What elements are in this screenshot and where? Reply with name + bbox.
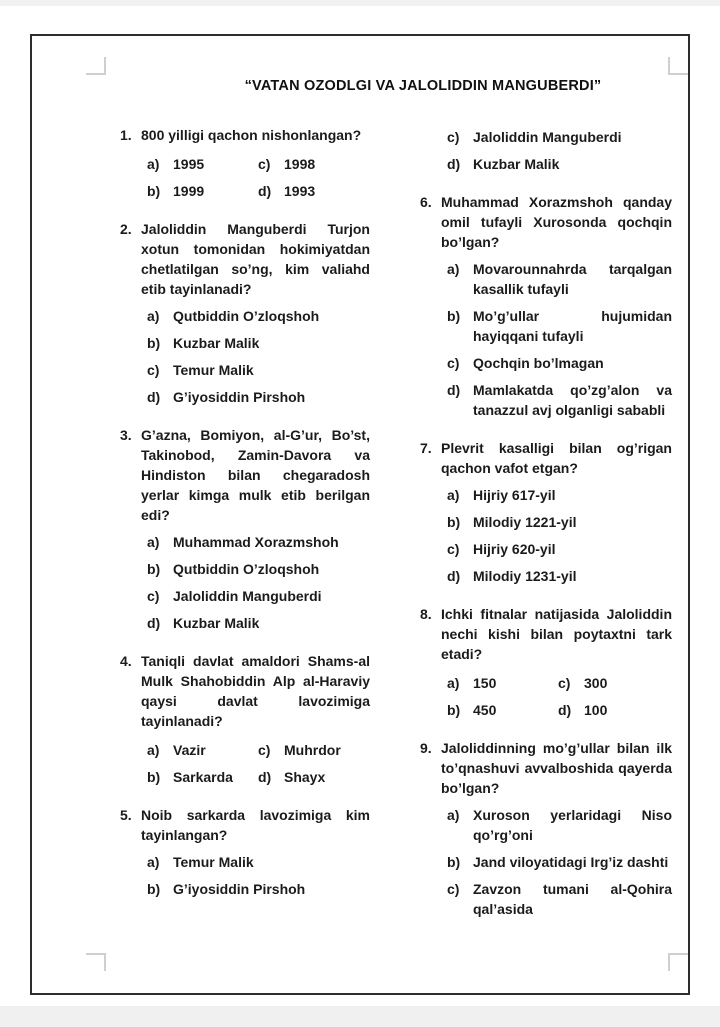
option-text: Qochqin bo’lmagan <box>473 355 604 371</box>
option-label: a) <box>147 308 160 324</box>
option-label: b) <box>147 769 161 785</box>
option <box>258 767 370 787</box>
question-5-continued <box>420 127 672 174</box>
option-label: d) <box>447 568 461 584</box>
option-label: a) <box>447 807 460 823</box>
option-text: Hijriy 617-yil <box>473 487 556 503</box>
option <box>558 673 672 693</box>
question-number: 3. <box>120 427 132 443</box>
option <box>447 306 672 346</box>
question-number: 1. <box>120 127 132 143</box>
document-page <box>30 34 690 995</box>
option-label: b) <box>147 561 161 577</box>
option <box>147 333 370 353</box>
options-list <box>447 127 672 174</box>
option-text: Milodiy 1231-yil <box>473 568 577 584</box>
options-grid <box>447 666 672 720</box>
options-list <box>447 259 672 420</box>
option-text: Qutbiddin O’zloqshoh <box>173 561 320 577</box>
option-label: c) <box>258 156 271 172</box>
option <box>447 700 558 720</box>
option-text: Muhammad Xorazmshoh <box>173 534 339 550</box>
question-4 <box>120 651 370 787</box>
option <box>447 673 558 693</box>
option <box>258 154 370 174</box>
option <box>147 154 258 174</box>
option-text: Milodiy 1221-yil <box>473 514 577 530</box>
option-label: b) <box>147 881 161 897</box>
option <box>447 259 672 299</box>
option-text: Temur Malik <box>173 362 254 378</box>
option <box>447 512 672 532</box>
option <box>447 380 672 420</box>
option <box>558 700 672 720</box>
question-number: 7. <box>420 440 432 456</box>
option-text: Shayx <box>284 769 326 785</box>
option <box>147 387 370 407</box>
option <box>147 360 370 380</box>
option-label: a) <box>447 675 460 691</box>
option-text: Vazir <box>173 742 206 758</box>
options-list <box>447 485 672 586</box>
question-9 <box>420 738 672 919</box>
question-text: Jaloliddinning mo’g’ullar bilan ilk to’qnashuvi avvalboshida qayerda bo’lgan? <box>441 740 672 796</box>
question-text: Taniqli davlat amaldori Shams-al Mulk Shahobiddin Alp al-Haraviy qaysi davlat lavozimiga tayinlanadi? <box>141 653 370 729</box>
left-column <box>120 125 370 937</box>
question-number: 2. <box>120 221 132 237</box>
right-column <box>420 125 672 937</box>
page-content <box>32 36 688 937</box>
option-label: a) <box>147 156 160 172</box>
question-number: 4. <box>120 653 132 669</box>
question-text: Ichki fitnalar natijasida Jaloliddin nechi kishi bilan poytaxtni tark etadi? <box>441 606 672 662</box>
option-text: Kuzbar Malik <box>473 156 560 172</box>
option-text: 1993 <box>284 183 316 199</box>
option <box>447 805 672 845</box>
option-text: 1999 <box>173 183 205 199</box>
option-text: G’iyosiddin Pirshoh <box>173 881 306 897</box>
question-number: 9. <box>420 740 432 756</box>
question-number: 6. <box>420 194 432 210</box>
option-label: b) <box>147 183 161 199</box>
option <box>447 485 672 505</box>
option-label: c) <box>447 541 460 557</box>
option-label: d) <box>558 702 572 718</box>
question-text: Plevrit kasalligi bilan og’rigan qachon vafot etgan? <box>441 440 672 476</box>
options-grid <box>147 733 370 787</box>
option <box>447 539 672 559</box>
option-text: Muhrdor <box>284 742 341 758</box>
option-label: c) <box>147 588 160 604</box>
question-6 <box>420 192 672 420</box>
question-5 <box>120 805 370 899</box>
question-7 <box>420 438 672 586</box>
option-label: a) <box>447 487 460 503</box>
option-label: b) <box>447 702 461 718</box>
question-8 <box>420 604 672 720</box>
scan-edge-bottom <box>0 1006 720 1027</box>
option-text: Movarounnahrda tarqalgan kasallik tufayli <box>473 261 672 297</box>
option-label: a) <box>147 854 160 870</box>
option-text: 450 <box>473 702 497 718</box>
option-text: Mo’g’ullar hujumidan hayiqqani tufayli <box>473 308 672 344</box>
crop-mark-bottom-right <box>668 953 688 971</box>
option-label: d) <box>447 382 461 398</box>
option <box>258 181 370 201</box>
crop-mark-bottom-left <box>86 953 106 971</box>
option <box>147 532 370 552</box>
option <box>447 852 672 872</box>
option-label: d) <box>258 769 272 785</box>
crop-mark-top-right <box>668 57 688 75</box>
option-text: G’iyosiddin Pirshoh <box>173 389 306 405</box>
option <box>147 852 370 872</box>
question-text: Jaloliddin Manguberdi Turjon xotun tomonidan hokimiyatdan chetlatilgan so’ng, kim valiahd etib tayinlanadi? <box>141 221 370 297</box>
question-text: G’azna, Bomiyon, al-G’ur, Bo’st, Takinobod, Zamin-Davora va Hindiston bilan chegaradosh yerlar kimga mulk etib berilgan edi? <box>141 427 370 523</box>
option-text: Jaloliddin Manguberdi <box>473 129 622 145</box>
option-text: Kuzbar Malik <box>173 615 260 631</box>
option-label: a) <box>147 534 160 550</box>
option <box>147 613 370 633</box>
option-label: a) <box>147 742 160 758</box>
question-columns <box>120 125 674 937</box>
option <box>147 306 370 326</box>
option-label: c) <box>447 129 460 145</box>
option-text: Temur Malik <box>173 854 254 870</box>
option <box>447 879 672 919</box>
option-label: d) <box>147 389 161 405</box>
question-text: 800 yilligi qachon nishonlangan? <box>141 127 362 143</box>
option-text: Hijriy 620-yil <box>473 541 556 557</box>
option-label: b) <box>447 308 461 324</box>
crop-mark-top-left <box>86 57 106 75</box>
option-text: Qutbiddin O’zloqshoh <box>173 308 320 324</box>
question-number: 5. <box>120 807 132 823</box>
option-label: b) <box>147 335 161 351</box>
question-text: Muhammad Xorazmshoh qanday omil tufayli Xurosonda qochqin bo’lgan? <box>441 194 672 250</box>
option-text: Sarkarda <box>173 769 233 785</box>
option <box>147 586 370 606</box>
option-label: c) <box>447 355 460 371</box>
options-list <box>447 805 672 919</box>
option-label: d) <box>447 156 461 172</box>
option-text: Jand viloyatidagi Irg’iz dashti <box>473 854 669 870</box>
option-text: 100 <box>584 702 608 718</box>
option-text: Jaloliddin Manguberdi <box>173 588 322 604</box>
option <box>147 559 370 579</box>
option <box>447 566 672 586</box>
page-title: “VATAN OZODLGI VA JALOLIDDIN MANGUBERDI” <box>244 78 602 94</box>
option-label: b) <box>447 514 461 530</box>
question-2 <box>120 219 370 407</box>
options-list <box>147 532 370 633</box>
option-text: 300 <box>584 675 608 691</box>
option <box>147 767 258 787</box>
option-text: Zavzon tumani al-Qohira qal’asida <box>473 881 672 917</box>
option-label: d) <box>258 183 272 199</box>
question-text: Noib sarkarda lavozimiga kim tayinlangan? <box>141 807 370 843</box>
option <box>147 181 258 201</box>
option-text: 1998 <box>284 156 316 172</box>
option-label: c) <box>558 675 571 691</box>
option-label: a) <box>447 261 460 277</box>
option-text: 150 <box>473 675 497 691</box>
question-1 <box>120 125 370 201</box>
option <box>258 740 370 760</box>
option-label: c) <box>258 742 271 758</box>
option-text: Mamlakatda qo’zg’alon va tanazzul avj olganligi sababli <box>473 382 672 418</box>
option <box>147 879 370 899</box>
question-number: 8. <box>420 606 432 622</box>
question-3 <box>120 425 370 633</box>
option <box>147 740 258 760</box>
option-label: b) <box>447 854 461 870</box>
option-text: 1995 <box>173 156 205 172</box>
option-text: Xuroson yerlaridagi Niso qo’rg’oni <box>473 807 672 843</box>
option-label: c) <box>447 881 460 897</box>
options-list <box>147 306 370 407</box>
options-grid <box>147 147 370 201</box>
option <box>447 353 672 373</box>
option-text: Kuzbar Malik <box>173 335 260 351</box>
scan-edge-top <box>0 0 720 6</box>
option <box>447 154 672 174</box>
option-label: c) <box>147 362 160 378</box>
option <box>447 127 672 147</box>
options-list <box>147 852 370 899</box>
option-label: d) <box>147 615 161 631</box>
